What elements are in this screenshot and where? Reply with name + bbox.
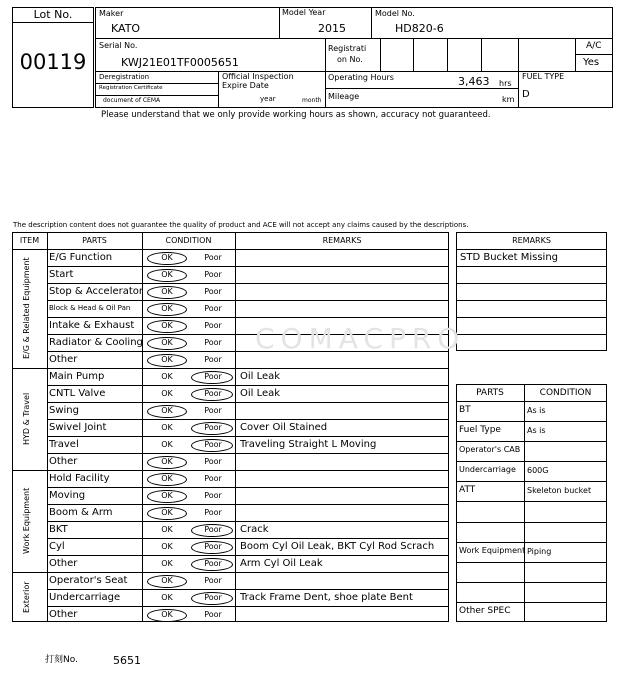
poor-option: Poor	[204, 371, 222, 381]
poor-option: Poor	[204, 473, 222, 483]
month-label: month	[302, 97, 322, 104]
model-year-value: 2015	[318, 22, 346, 35]
row-part-label: Intake & Exhaust	[49, 319, 135, 331]
row-part-label: Undercarriage	[49, 591, 121, 603]
poor-option: Poor	[204, 524, 222, 534]
row-part-label: Start	[49, 268, 74, 280]
spec-part-label: Operator's CAB	[459, 445, 521, 454]
ok-selection-oval	[147, 303, 187, 316]
spec-condition-value: 600G	[527, 466, 549, 475]
ok-option: OK	[161, 507, 173, 517]
ok-option: OK	[161, 269, 173, 279]
stamp-value: 5651	[113, 654, 141, 667]
model-no-value: HD820-6	[395, 22, 444, 35]
row-part-label: CNTL Valve	[49, 387, 106, 399]
row-remark: Boom Cyl Oil Leak, BKT Cyl Rod Scrach	[240, 540, 435, 552]
poor-option: Poor	[204, 558, 222, 568]
ok-option: OK	[161, 524, 173, 534]
remarks-header: REMARKS	[512, 236, 551, 245]
poor-option: Poor	[204, 439, 222, 449]
poor-selection-oval	[191, 558, 233, 571]
poor-option: Poor	[204, 252, 222, 262]
ok-selection-oval	[147, 269, 187, 282]
ok-selection-oval	[147, 456, 187, 469]
spec-part-label: Work Equipment	[459, 546, 526, 555]
row-remark: Arm Cyl Oil Leak	[240, 557, 323, 569]
ok-selection-oval	[147, 320, 187, 333]
col-parts: PARTS	[82, 236, 107, 245]
ok-selection-oval	[147, 252, 187, 265]
mileage-label: Mileage	[328, 92, 360, 101]
row-part-label: Other	[49, 557, 78, 569]
ok-option: OK	[161, 405, 173, 415]
ok-option: OK	[161, 558, 173, 568]
ok-option: OK	[161, 286, 173, 296]
spec-col-condition: CONDITION	[539, 388, 592, 398]
group-label-exterior: Exterior	[22, 581, 31, 613]
maker-label: Maker	[99, 9, 124, 18]
hrs-label: hrs	[499, 79, 512, 88]
maker-value: KATO	[111, 22, 141, 35]
row-part-label: Other	[49, 455, 78, 467]
poor-option: Poor	[204, 507, 222, 517]
group-label-work: Work Equipment	[22, 487, 31, 555]
operating-hours-label: Operating Hours	[328, 73, 394, 82]
row-part-label: BKT	[49, 523, 68, 535]
ok-selection-oval	[147, 473, 187, 486]
poor-selection-oval	[191, 524, 233, 537]
model-year-label: Model Year	[282, 8, 326, 17]
deregistration-label: Deregistration	[99, 73, 150, 81]
row-part-label: Main Pump	[49, 370, 105, 382]
spec-part-label: BT	[459, 405, 471, 415]
row-remark: Track Frame Dent, shoe plate Bent	[240, 591, 413, 603]
poor-option: Poor	[204, 490, 222, 500]
col-item: ITEM	[19, 236, 40, 245]
ac-label: A/C	[586, 41, 602, 51]
stamp-label: 打刻No.	[45, 655, 78, 665]
poor-option: Poor	[204, 422, 222, 432]
row-part-label: Swivel Joint	[49, 421, 107, 433]
row-remark: Oil Leak	[240, 387, 281, 399]
poor-option: Poor	[204, 592, 222, 602]
ok-selection-oval	[147, 609, 187, 622]
ok-option: OK	[161, 541, 173, 551]
poor-option: Poor	[204, 541, 222, 551]
ok-option: OK	[161, 252, 173, 262]
fuel-type-value: D	[522, 89, 530, 100]
spec-condition-value: Skeleton bucket	[527, 486, 592, 495]
ok-option: OK	[161, 490, 173, 500]
registration-certificate-label: Registration Certificate	[99, 85, 163, 91]
row-part-label: Stop & Accelerator	[49, 285, 144, 297]
row-part-label: Boom & Arm	[49, 506, 113, 518]
poor-option: Poor	[204, 354, 222, 364]
poor-option: Poor	[204, 609, 222, 619]
watermark: COMACPRO	[255, 322, 466, 355]
spec-col-parts: PARTS	[476, 388, 504, 398]
row-remark: Traveling Straight L Moving	[240, 438, 377, 450]
ok-option: OK	[161, 592, 173, 602]
ok-option: OK	[161, 337, 173, 347]
ok-option: OK	[161, 609, 173, 619]
row-part-label: Radiator & Cooling	[49, 336, 143, 348]
operating-hours-value: 3,463	[458, 75, 490, 88]
ok-option: OK	[161, 320, 173, 330]
model-no-label: Model No.	[375, 9, 415, 18]
ac-value: Yes	[583, 57, 600, 68]
poor-selection-oval	[191, 439, 233, 452]
ok-option: OK	[161, 371, 173, 381]
inspection-label-2: Expire Date	[222, 81, 269, 90]
ok-option: OK	[161, 303, 173, 313]
ok-option: OK	[161, 575, 173, 585]
poor-option: Poor	[204, 575, 222, 585]
row-part-label: Moving	[49, 489, 86, 501]
row-part-label: Travel	[49, 438, 79, 450]
km-label: km	[502, 95, 515, 104]
poor-option: Poor	[204, 456, 222, 466]
poor-selection-oval	[191, 371, 233, 384]
row-remark: Cover Oil Stained	[240, 421, 328, 433]
row-part-label: Block & Head & Oil Pan	[49, 303, 131, 312]
row-part-label: Cyl	[49, 540, 65, 552]
spec-condition-value: As is	[527, 406, 546, 415]
poor-option: Poor	[204, 286, 222, 296]
poor-option: Poor	[204, 320, 222, 330]
ok-option: OK	[161, 439, 173, 449]
ok-option: OK	[161, 388, 173, 398]
inspection-label: Official Inspection	[222, 72, 294, 81]
row-remark: Crack	[240, 523, 269, 535]
row-part-label: Operator's Seat	[49, 574, 128, 586]
registration-label: Registrati	[328, 44, 367, 53]
row-remark: Oil Leak	[240, 370, 281, 382]
row-part-label: Swing	[49, 404, 79, 416]
lot-number: 00119	[19, 50, 87, 74]
serial-label: Serial No.	[99, 41, 138, 50]
ok-option: OK	[161, 473, 173, 483]
row-part-label: E/G Function	[49, 251, 113, 263]
col-condition: CONDITION	[165, 236, 212, 245]
ok-selection-oval	[147, 354, 187, 367]
spec-part-label: Other SPEC	[459, 606, 511, 616]
row-part-label: Hold Facility	[49, 472, 110, 484]
document-cema-label: document of CEMA	[103, 97, 161, 104]
ok-selection-oval	[147, 286, 187, 299]
spec-part-label: ATT	[459, 485, 476, 495]
ok-selection-oval	[147, 337, 187, 350]
spec-condition-value: Piping	[527, 547, 552, 556]
spec-part-label: Undercarriage	[459, 465, 516, 474]
lot-label: Lot No.	[33, 8, 73, 21]
ok-selection-oval	[147, 405, 187, 418]
poor-option: Poor	[204, 303, 222, 313]
registration-label-2: on No.	[337, 55, 363, 64]
poor-option: Poor	[204, 405, 222, 415]
ok-option: OK	[161, 422, 173, 432]
poor-selection-oval	[191, 592, 233, 605]
group-label-eg: E/G & Related Equipment	[22, 257, 31, 360]
hours-notice: Please understand that we only provide working hours as shown, accuracy not guaranteed.	[101, 110, 491, 120]
poor-option: Poor	[204, 269, 222, 279]
row-part-label: Other	[49, 353, 78, 365]
ok-selection-oval	[147, 507, 187, 520]
ok-selection-oval	[147, 575, 187, 588]
disclaimer-text: The description content does not guarantee the quality of product and ACE will not accept any claims caused by the descriptions.	[13, 221, 469, 229]
poor-selection-oval	[191, 388, 233, 401]
remarks-line: STD Bucket Missing	[460, 252, 559, 263]
fuel-type-label: FUEL TYPE	[522, 72, 565, 81]
poor-selection-oval	[191, 541, 233, 554]
ok-option: OK	[161, 354, 173, 364]
poor-selection-oval	[191, 422, 233, 435]
ok-option: OK	[161, 456, 173, 466]
spec-part-label: Fuel Type	[459, 425, 501, 435]
spec-condition-value: As is	[527, 426, 546, 435]
serial-value: KWJ21E01TF0005651	[121, 56, 239, 69]
ok-selection-oval	[147, 490, 187, 503]
year-label: year	[260, 95, 276, 103]
col-remarks: REMARKS	[322, 236, 362, 245]
poor-option: Poor	[204, 337, 222, 347]
poor-option: Poor	[204, 388, 222, 398]
group-label-hyd: HYD & Travel	[22, 392, 31, 446]
row-part-label: Other	[49, 608, 78, 620]
